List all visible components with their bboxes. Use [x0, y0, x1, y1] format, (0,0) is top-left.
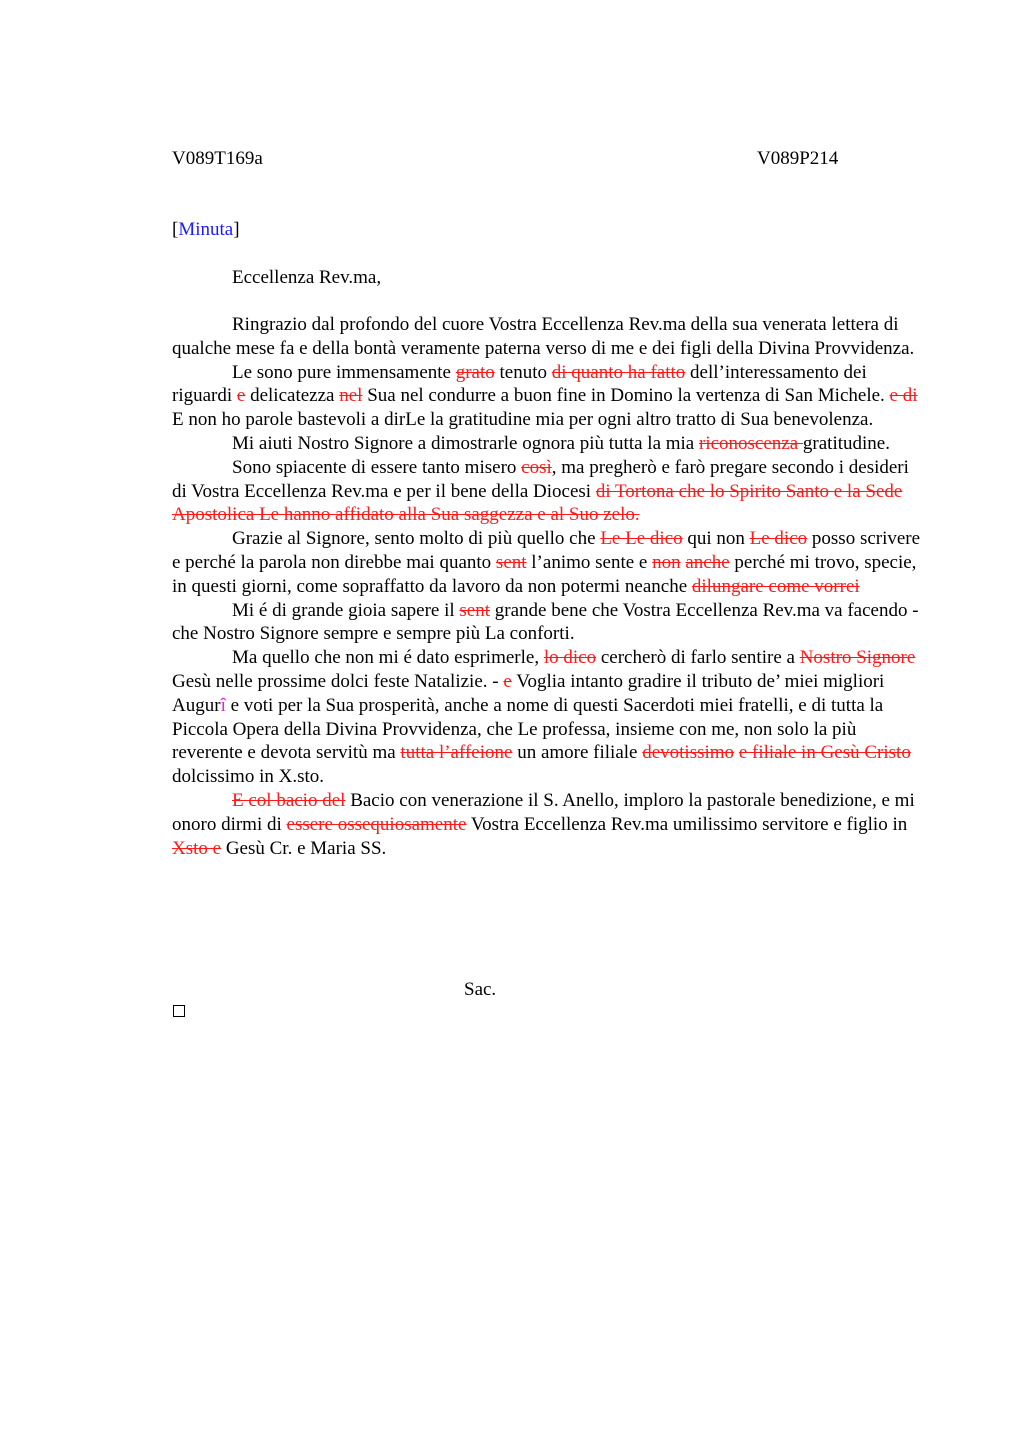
text-run: Mi aiuti Nostro Signore a dimostrarle ognora più tutta la mia: [232, 432, 699, 454]
text-run: l’animo sente e: [526, 551, 653, 573]
deleted-text: e di: [889, 385, 918, 407]
text-run: posso scrivere e perché la parola non direbbe mai quanto: [172, 528, 921, 573]
text-run: Mi é di grande gioia sapere il: [232, 599, 460, 621]
letter-body: [172, 313, 924, 860]
signature: Sac.: [464, 979, 497, 1000]
text-run: Gesù nelle prossime dolci feste Natalizie. -: [172, 670, 504, 692]
deleted-text: sent: [459, 599, 491, 621]
paragraph: [172, 432, 924, 456]
deleted-text: dilungare come vorrei: [691, 575, 860, 597]
deleted-text: riconoscenza: [699, 432, 803, 454]
text-run: Ma quello che non mi é dato esprimerle,: [232, 647, 544, 669]
paragraph: [172, 599, 924, 647]
deleted-text: anche: [685, 551, 730, 573]
label-word: Minuta: [178, 219, 234, 240]
text-run: Le sono pure immensamente: [232, 361, 456, 383]
deleted-text: essere ossequiosamente: [286, 813, 467, 835]
text-run: gratitudine.: [802, 432, 890, 454]
text-run: E non ho parole bastevoli a dirLe la gratitudine mia per ogni altro tratto di Sua benevolenza.: [172, 409, 874, 431]
deleted-text: di quanto ha fatto: [551, 361, 686, 383]
text-run: Sono spiacente di essere tanto misero: [232, 456, 522, 478]
deleted-text: e: [503, 670, 512, 692]
deleted-text: Xsto e: [172, 837, 222, 859]
label-open-bracket: [: [172, 219, 179, 240]
salutation: Eccellenza Rev.ma,: [232, 267, 382, 288]
text-run: Voglia intanto gradire il tributo de’ miei migliori Augur: [172, 670, 885, 716]
deleted-text: sent: [495, 551, 527, 573]
minuta-label: [172, 218, 240, 242]
deleted-text: Le Le dico: [600, 528, 683, 550]
text-run: Vostra Eccellenza Rev.ma umilissimo servitore e figlio in: [466, 813, 908, 835]
text-run: perché mi trovo, specie, in questi giorni, come sopraffatto da lavoro da non potermi neanche: [172, 551, 917, 597]
text-run: cercherò di farlo sentire a: [596, 647, 800, 669]
text-run: Sua nel condurre a buon fine in Domino la vertenza di San Michele.: [362, 385, 890, 407]
text-run: dolcissimo in X.sto.: [172, 766, 325, 788]
paragraph: [172, 789, 924, 860]
document-code-left: V089T169a: [172, 148, 263, 169]
deleted-text: nel: [339, 385, 363, 407]
deleted-text: E col bacio del: [232, 789, 346, 811]
text-run: Grazie al Signore, sento molto di più quello che: [232, 528, 601, 550]
deleted-text: Le dico: [749, 528, 808, 550]
document-code-right: V089P214: [757, 148, 839, 169]
deleted-text: lo dico: [543, 647, 597, 669]
label-close-bracket: ]: [233, 219, 240, 240]
deleted-text: e filiale in Gesù Cristo: [738, 742, 911, 764]
deleted-text: tutta l’affeione: [400, 742, 513, 764]
text-run: Ringrazio dal profondo del cuore Vostra Eccellenza Rev.ma della sua venerata lettera di qualche mese fa e della bontà veramente paterna verso di me e dei figli della Divina Provvidenza.: [172, 314, 915, 359]
text-run: Gesù Cr. e Maria SS.: [221, 837, 387, 859]
deleted-text: così: [521, 456, 552, 478]
deleted-text: Nostro Signore: [799, 647, 916, 669]
text-run: dell’interessamento dei riguardi: [172, 361, 867, 407]
text-run: e voti per la Sua prosperità, anche a nome di questi Sacerdoti miei fratelli, e di tutta la Piccola Opera della Divina Provvidenza, che Le professa, insieme con me, non solo la più reverente e devota servitù ma: [172, 694, 884, 764]
deleted-text: grato: [455, 361, 495, 383]
text-run: tenuto: [494, 361, 552, 383]
paragraph: [172, 456, 924, 527]
paragraph: [172, 527, 924, 598]
text-run: , ma pregherò e farò pregare secondo i desideri di Vostra Eccellenza Rev.ma e per il bene della Diocesi: [172, 456, 909, 502]
square-outline-icon: [173, 1005, 185, 1017]
text-run: delicatezza: [245, 385, 340, 407]
text-run: un amore filiale: [512, 742, 643, 764]
paragraph: [172, 313, 924, 361]
paragraph: [172, 646, 924, 789]
text-run: qui non: [682, 528, 750, 550]
text-run: Bacio con venerazione il S. Anello, imploro la pastorale benedizione, e mi onoro dirmi di: [172, 789, 915, 835]
deleted-text: non: [652, 551, 681, 573]
text-run: grande bene che Vostra Eccellenza Rev.ma va facendo - che Nostro Signore sempre e sempre più La conforti.: [172, 599, 919, 645]
deleted-text: di Tortona che lo Spirito Santo e la Sede Apostolica Le hanno affidato alla Sua saggezza e al Suo zelo.: [172, 480, 903, 526]
deleted-text: e: [236, 385, 246, 407]
paragraph: [172, 361, 924, 432]
accent-text: î: [220, 694, 226, 716]
deleted-text: devotissimo: [642, 742, 735, 764]
